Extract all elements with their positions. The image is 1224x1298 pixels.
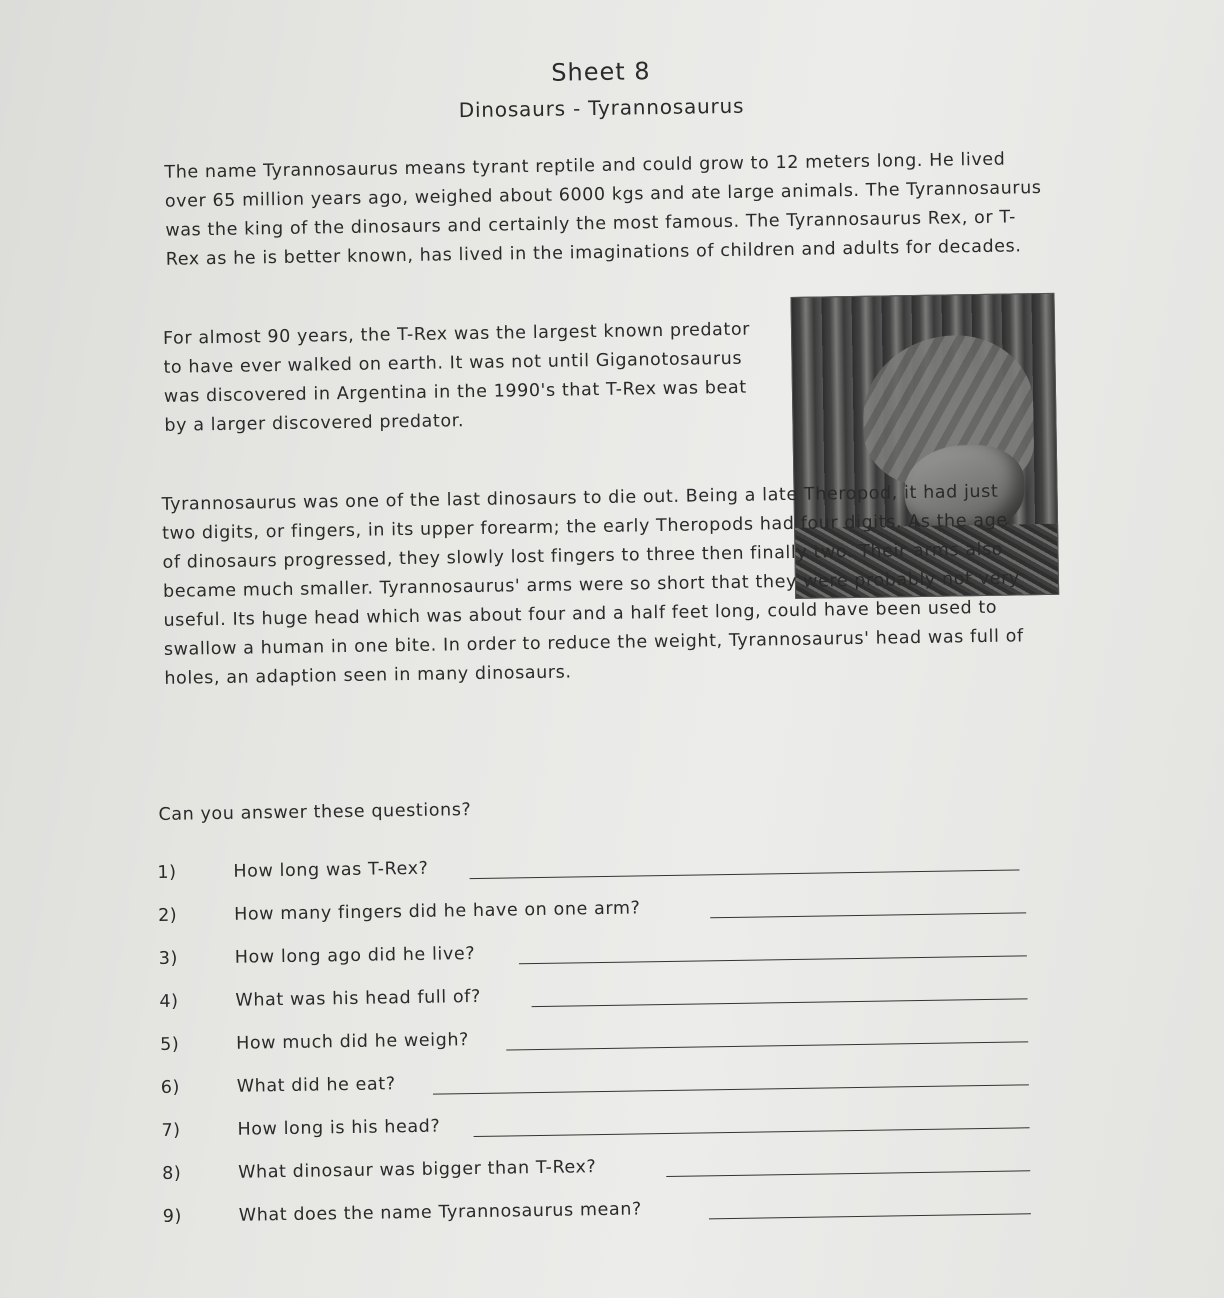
intro-paragraph: The name Tyrannosaurus means tyrant reptile and could grow to 12 meters long. He lived over 65 million years ago, weighed about 6000 kgs and ate large animals. The Tyrannosaurus was the king of the dinosaurs and certainly the most famous. The Tyrannosaurus Rex, or T-Rex as he is better known, has lived in the imaginations of children and adults for decades. [164, 149, 1042, 270]
answer-line[interactable] [433, 1084, 1029, 1094]
answer-line[interactable] [474, 1127, 1030, 1137]
question-text: How long is his head? [237, 1116, 441, 1140]
answer-line[interactable] [710, 912, 1026, 918]
question-number: 7) [161, 1120, 181, 1141]
question-number: 2) [157, 905, 178, 926]
question-number: 8) [162, 1163, 182, 1184]
theropod-paragraph: Tyrannosaurus was one of the last dinosaurs to die out. Being a late Theropod, it had just two digits, or fingers, in its upper forearm; the early Theropods had four digits. As the age of dinosaurs progressed, they slowly lost fingers to three then finally two. Their arms also became much smaller. Tyrannosaurus' arms were so short that they were probably not very useful. Its huge head which was about four and a half feet long, could have been used to swallow a human in one bite. In order to reduce the weight, Tyrannosaurus' head was full of holes, an adaption seen in many dinosaurs. [161, 481, 1024, 689]
question-text: What was his head full of? [235, 986, 482, 1011]
answer-line[interactable] [532, 998, 1028, 1007]
answer-line[interactable] [666, 1170, 1030, 1177]
question-item [159, 978, 1029, 1018]
question-item [160, 1021, 1030, 1061]
question-number: 1) [157, 862, 177, 883]
question-text: How many fingers did he have on one arm? [233, 898, 641, 925]
answer-line[interactable] [506, 1041, 1028, 1050]
sheet-title: Sheet 8 [551, 57, 651, 87]
answer-line[interactable] [519, 955, 1027, 964]
predator-paragraph: For almost 90 years, the T-Rex was the largest known predator to have ever walked on earth. It was not until Giganotosaurus was discovered in Argentina in the 1990's that T-Rex was beat by a larger discovered predator. [162, 319, 751, 436]
question-text: How long was T-Rex? [233, 858, 429, 882]
question-number: 4) [159, 991, 179, 1012]
question-item [159, 935, 1029, 975]
question-text: What does the name Tyrannosaurus mean? [238, 1199, 642, 1226]
question-text: What dinosaur was bigger than T-Rex? [238, 1157, 597, 1183]
question-number: 6) [160, 1077, 181, 1098]
question-text: What did he eat? [236, 1074, 396, 1097]
question-item [158, 892, 1028, 932]
question-number: 3) [158, 948, 179, 969]
answer-line[interactable] [709, 1213, 1031, 1219]
question-item [162, 1150, 1032, 1190]
questions-prompt: Can you answer these questions? [158, 800, 472, 825]
question-number: 9) [162, 1206, 183, 1227]
question-item [157, 849, 1027, 889]
question-item [161, 1107, 1031, 1147]
answer-line[interactable] [470, 869, 1020, 879]
question-number: 5) [159, 1034, 180, 1055]
question-item [163, 1193, 1033, 1233]
question-text: How long ago did he live? [234, 944, 476, 968]
worksheet-subtitle: Dinosaurs - Tyrannosaurus [458, 93, 745, 123]
question-item [161, 1064, 1031, 1104]
question-text: How much did he weigh? [235, 1030, 470, 1054]
